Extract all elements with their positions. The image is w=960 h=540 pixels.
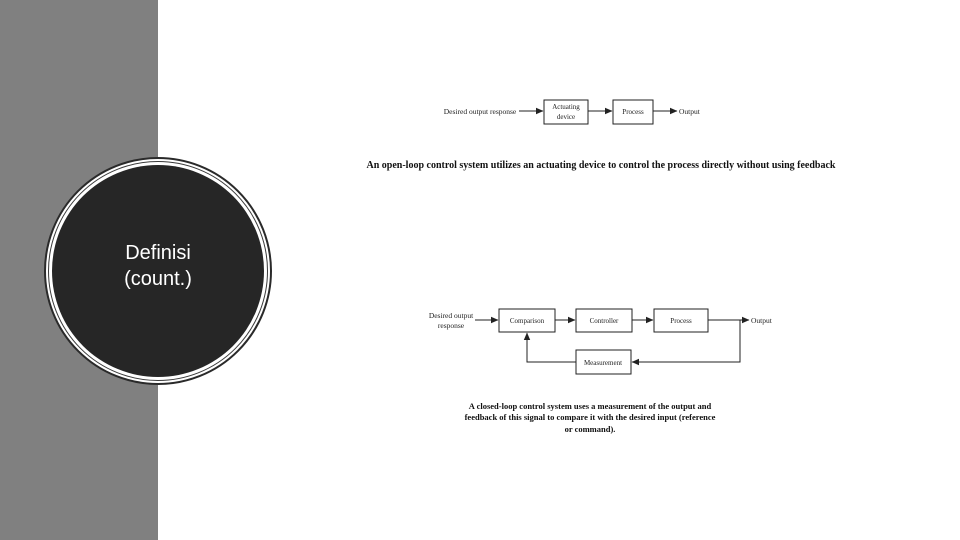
open-loop-input-label: Desired output response <box>443 107 517 116</box>
slide-title-line-1: Definisi <box>125 242 191 264</box>
actuating-device-label-1: Actuating <box>552 103 580 111</box>
feedback-arrow-to-comparison <box>527 333 576 362</box>
open-loop-output-label: Output <box>679 107 700 116</box>
closed-loop-output-label: Output <box>751 316 772 325</box>
controller-label: Controller <box>589 317 619 325</box>
closed-loop-input-label-2: response <box>437 321 465 330</box>
slide-title-line-2: (count.) <box>124 268 192 290</box>
closed-loop-caption-3: or command). <box>564 424 616 434</box>
closed-loop-diagram <box>429 309 773 434</box>
closed-loop-caption-2: feedback of this signal to compare it with the desired input (reference <box>464 412 716 422</box>
open-loop-process-label: Process <box>622 108 644 116</box>
comparison-label: Comparison <box>509 317 545 325</box>
closed-loop-process-label: Process <box>670 317 692 325</box>
open-loop-caption: An open-loop control system utilizes an actuating device to control the process directly without using feedback <box>366 160 836 171</box>
closed-loop-input-label-1: Desired output <box>428 311 474 320</box>
measurement-label: Measurement <box>583 359 623 367</box>
closed-loop-caption-1: A closed-loop control system uses a measurement of the output and <box>468 401 712 411</box>
open-loop-diagram <box>367 100 836 171</box>
actuating-device-label-2: device <box>556 113 576 121</box>
